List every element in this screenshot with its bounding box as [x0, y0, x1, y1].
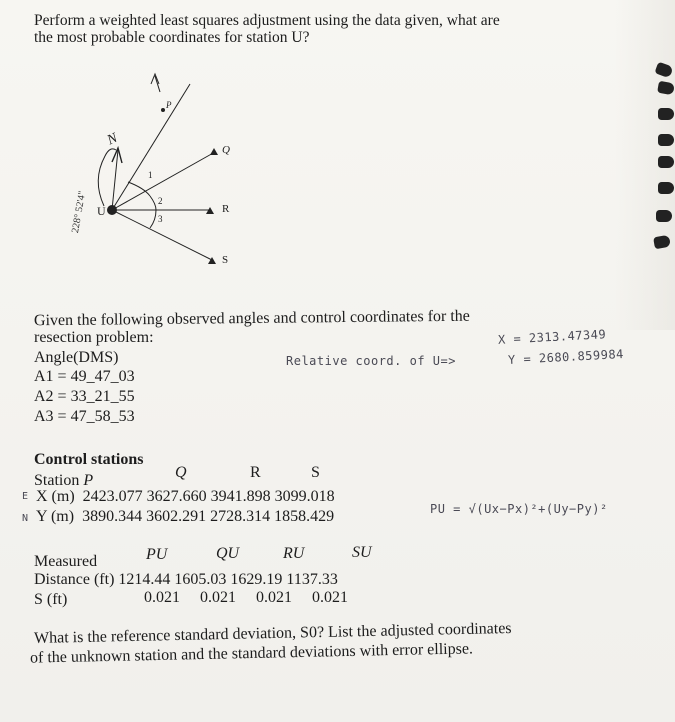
azimuth-label: 228° 52'4": [70, 190, 89, 234]
final-line-1: What is the reference standard deviation, S0? List the adjusted coordinates: [33, 620, 512, 647]
col-su-header: SU: [352, 544, 372, 561]
station-u-label: U: [97, 204, 106, 218]
station-q-triangle: [210, 148, 218, 155]
angle-2-label: 2: [158, 196, 163, 206]
arc-2: [150, 196, 156, 210]
y-row: Y (m) 3890.344 3602.291 2728.314 1858.429: [36, 508, 335, 525]
angle-1-label: 1: [148, 170, 153, 180]
y-prefix: N: [22, 513, 29, 524]
north-label: N: [105, 130, 120, 149]
line-u-q: [112, 152, 215, 210]
station-s-label: S: [222, 254, 229, 266]
note-formula: PU = √(Ux−Px)²+(Uy−Py)²: [430, 502, 608, 516]
note-x-value: X = 2313.47349: [497, 327, 607, 347]
col-q-header: Q: [175, 464, 187, 481]
x-row: X (m) 2423.077 3627.660 3941.898 3099.018: [36, 488, 335, 505]
station-q-label: Q: [222, 144, 230, 156]
col-pu-header: PU: [146, 546, 168, 563]
station-p-label: P: [166, 100, 172, 110]
x-prefix: E: [22, 491, 29, 502]
angle-a2: A2 = 33_21_55: [34, 388, 135, 405]
col-s-header: S: [311, 464, 320, 481]
col-r-header: R: [250, 464, 261, 481]
station-label: Station P: [34, 472, 94, 489]
angle-a3: A3 = 47_58_53: [34, 408, 135, 425]
station-u-point: [107, 205, 117, 215]
col-ru-header: RU: [283, 545, 305, 562]
vertical-arrowhead: [151, 74, 159, 84]
s-values: 0.021 0.021 0.021 0.021: [144, 589, 348, 606]
arc-3: [150, 210, 156, 228]
station-r-label: R: [222, 203, 230, 215]
control-title: Control stations: [34, 451, 144, 468]
angle-a1: A1 = 49_47_03: [34, 368, 135, 385]
s-label: S (ft): [34, 591, 68, 608]
col-qu-header: QU: [216, 545, 240, 562]
question-line-2: the most probable coordinates for station U?: [34, 29, 310, 46]
question-line-1: Perform a weighted least squares adjustment using the data given, what are: [34, 12, 500, 29]
binder-tabs: [640, 60, 675, 260]
given-line-2: resection problem:: [34, 329, 154, 346]
final-line-2: of the unknown station and the standard deviations with error ellipse.: [29, 640, 474, 667]
angle-header: Angle(DMS): [34, 349, 119, 366]
note-relative-coord: Relative coord. of U=>: [286, 354, 456, 368]
note-y-value: Y = 2680.859984: [507, 346, 625, 368]
arc-1: [128, 182, 150, 196]
station-p-point: [161, 108, 165, 112]
resection-diagram: [60, 70, 270, 280]
vertical-arrow: [155, 76, 160, 92]
measured-label: Measured: [34, 553, 98, 570]
distance-row: Distance (ft) 1214.44 1605.03 1629.19 1137.33: [34, 571, 338, 588]
line-u-p: [112, 84, 190, 210]
angle-3-label: 3: [158, 214, 163, 224]
given-line-1: Given the following observed angles and control coordinates for the: [33, 307, 470, 330]
